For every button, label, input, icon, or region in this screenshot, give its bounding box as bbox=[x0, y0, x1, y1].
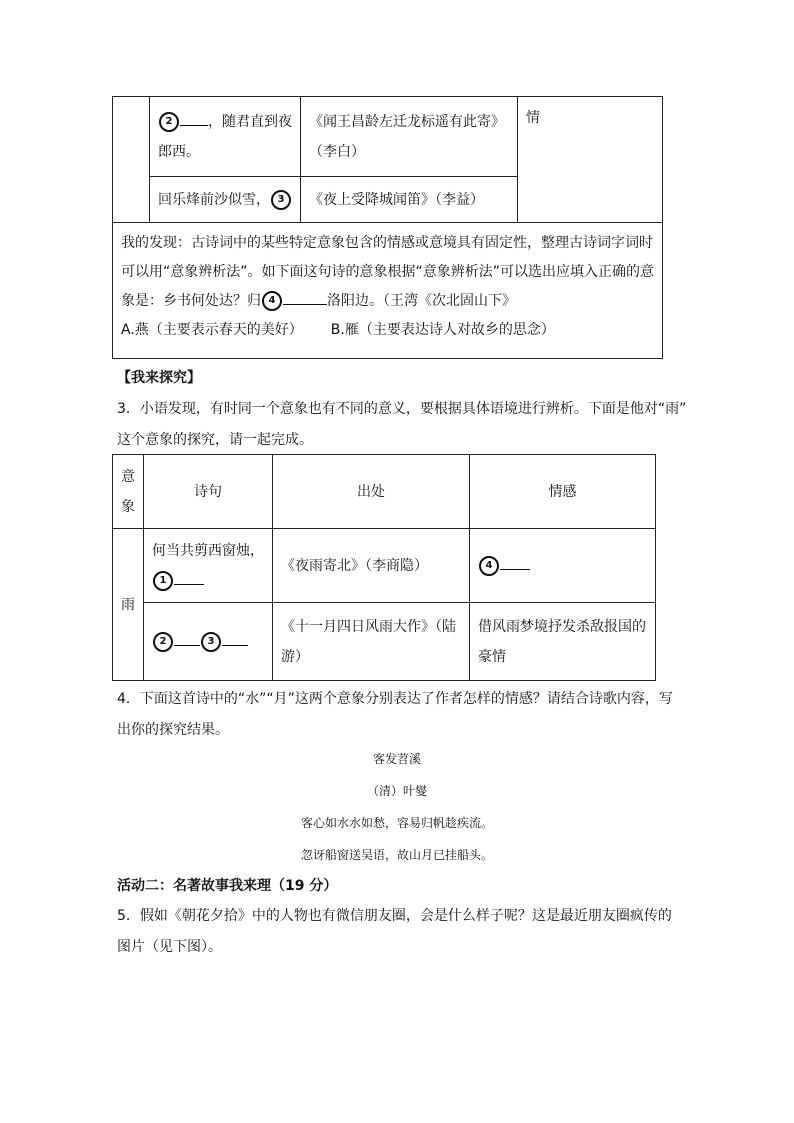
emotion-text: 豪情 bbox=[478, 648, 506, 665]
image-word-cell: 雨 bbox=[113, 529, 144, 681]
answer-blank[interactable] bbox=[283, 288, 327, 305]
circled-number: 2 bbox=[159, 112, 179, 132]
poem-line-1: 客心如水水如愁，容易归帆趁疾流。 bbox=[300, 816, 493, 830]
header-yixiang bbox=[113, 455, 144, 529]
poem-cell bbox=[144, 529, 273, 603]
header-text: 象 bbox=[121, 498, 135, 515]
options-row bbox=[121, 316, 654, 345]
poem-title: 客发苕溪 bbox=[372, 752, 421, 766]
source-text: 《十一月四日风雨大作》（陆 bbox=[281, 618, 456, 635]
header-text: 意 bbox=[121, 468, 135, 485]
source-cell bbox=[301, 97, 518, 177]
poem-line-2: 忽讶船窗送吴语，故山月已挂船头。 bbox=[300, 848, 493, 862]
header-emotion: 情感 bbox=[470, 455, 656, 529]
discovery-text: 洛阳边。（王湾《次北固山下》 bbox=[327, 293, 516, 309]
answer-blank[interactable] bbox=[180, 109, 208, 126]
answer-blank[interactable] bbox=[174, 568, 204, 585]
question-5-line2: 图片（见下图）。 bbox=[117, 939, 222, 955]
discovery-text: 我的发现：古诗词中的某些特定意象包含的情感或意境具有固定性，整理古诗词字词时 bbox=[121, 235, 653, 251]
discovery-cell bbox=[113, 223, 663, 359]
header-source: 出处 bbox=[273, 455, 470, 529]
answer-blank[interactable] bbox=[174, 629, 200, 646]
question-4-line2: 出你的探究结果。 bbox=[117, 722, 229, 738]
source-text: 《夜上受降城闻笛》（李益） bbox=[309, 191, 484, 208]
circled-number: 3 bbox=[271, 190, 291, 210]
discovery-text: 可以用“意象辨析法”。如下面这句诗的意象根据“意象辨析法”可以选出应填入正确的意 bbox=[121, 264, 655, 280]
emotion-cell bbox=[470, 529, 656, 603]
imagery-table-1 bbox=[112, 96, 663, 359]
emotion-text: 借风雨梦境抒发杀敌报国的 bbox=[478, 618, 646, 635]
poem-text: 何当共剪西窗烛， bbox=[152, 542, 264, 559]
question-4-line1: 4．下面这首诗中的“水”“月”这两个意象分别表达了作者怎样的情感？请结合诗歌内容，写 bbox=[117, 691, 673, 707]
emotion-cell bbox=[518, 97, 663, 223]
discovery-question bbox=[121, 287, 654, 316]
source-text: 游） bbox=[281, 648, 309, 665]
option-b: B.雁（主要表达诗人对故乡的思念） bbox=[330, 322, 555, 338]
source-text: （李白） bbox=[309, 143, 365, 160]
circled-number: 4 bbox=[262, 291, 282, 311]
emotion-text: 情 bbox=[526, 110, 540, 126]
poem-text: ，随君直到夜 bbox=[208, 113, 292, 130]
answer-blank[interactable] bbox=[500, 553, 530, 570]
source-cell bbox=[301, 177, 518, 223]
poem-cell bbox=[150, 97, 301, 177]
option-a: A.燕（主要表示春天的美好） bbox=[121, 322, 303, 338]
answer-blank[interactable] bbox=[222, 629, 248, 646]
poem-author: （清）叶燮 bbox=[366, 784, 427, 798]
poem-text: 郎西。 bbox=[158, 143, 200, 160]
poem-cell bbox=[144, 603, 273, 681]
activity-2-title: 活动二：名著故事我来理（19 分） bbox=[117, 878, 338, 894]
emotion-cell bbox=[470, 603, 656, 681]
poem-cell bbox=[150, 177, 301, 223]
circled-number: 3 bbox=[201, 632, 221, 652]
question-3-line2: 这个意象的探究，请一起完成。 bbox=[117, 432, 313, 448]
empty-cell bbox=[113, 97, 150, 223]
circled-number: 1 bbox=[153, 571, 173, 591]
source-text: 《闻王昌龄左迁龙标遥有此寄》 bbox=[309, 113, 505, 130]
source-cell bbox=[273, 603, 470, 681]
question-5-line1: 5．假如《朝花夕拾》中的人物也有微信朋友圈，会是什么样子呢？这是最近朋友圈疯传的 bbox=[117, 908, 672, 924]
discovery-text: 象是：乡书何处达？归 bbox=[121, 293, 261, 309]
circled-number: 4 bbox=[479, 556, 499, 576]
circled-number: 2 bbox=[153, 632, 173, 652]
source-cell: 《夜雨寄北》（李商隐） bbox=[273, 529, 470, 603]
question-3-line1: 3．小语发现，有时同一个意象也有不同的意义，要根据具体语境进行辨析。下面是他对“雨” bbox=[117, 401, 687, 417]
rain-imagery-table bbox=[112, 454, 656, 681]
poem-text: 回乐烽前沙似雪， bbox=[158, 191, 270, 208]
section-title: 【我来探究】 bbox=[117, 370, 201, 386]
header-poem: 诗句 bbox=[144, 455, 273, 529]
